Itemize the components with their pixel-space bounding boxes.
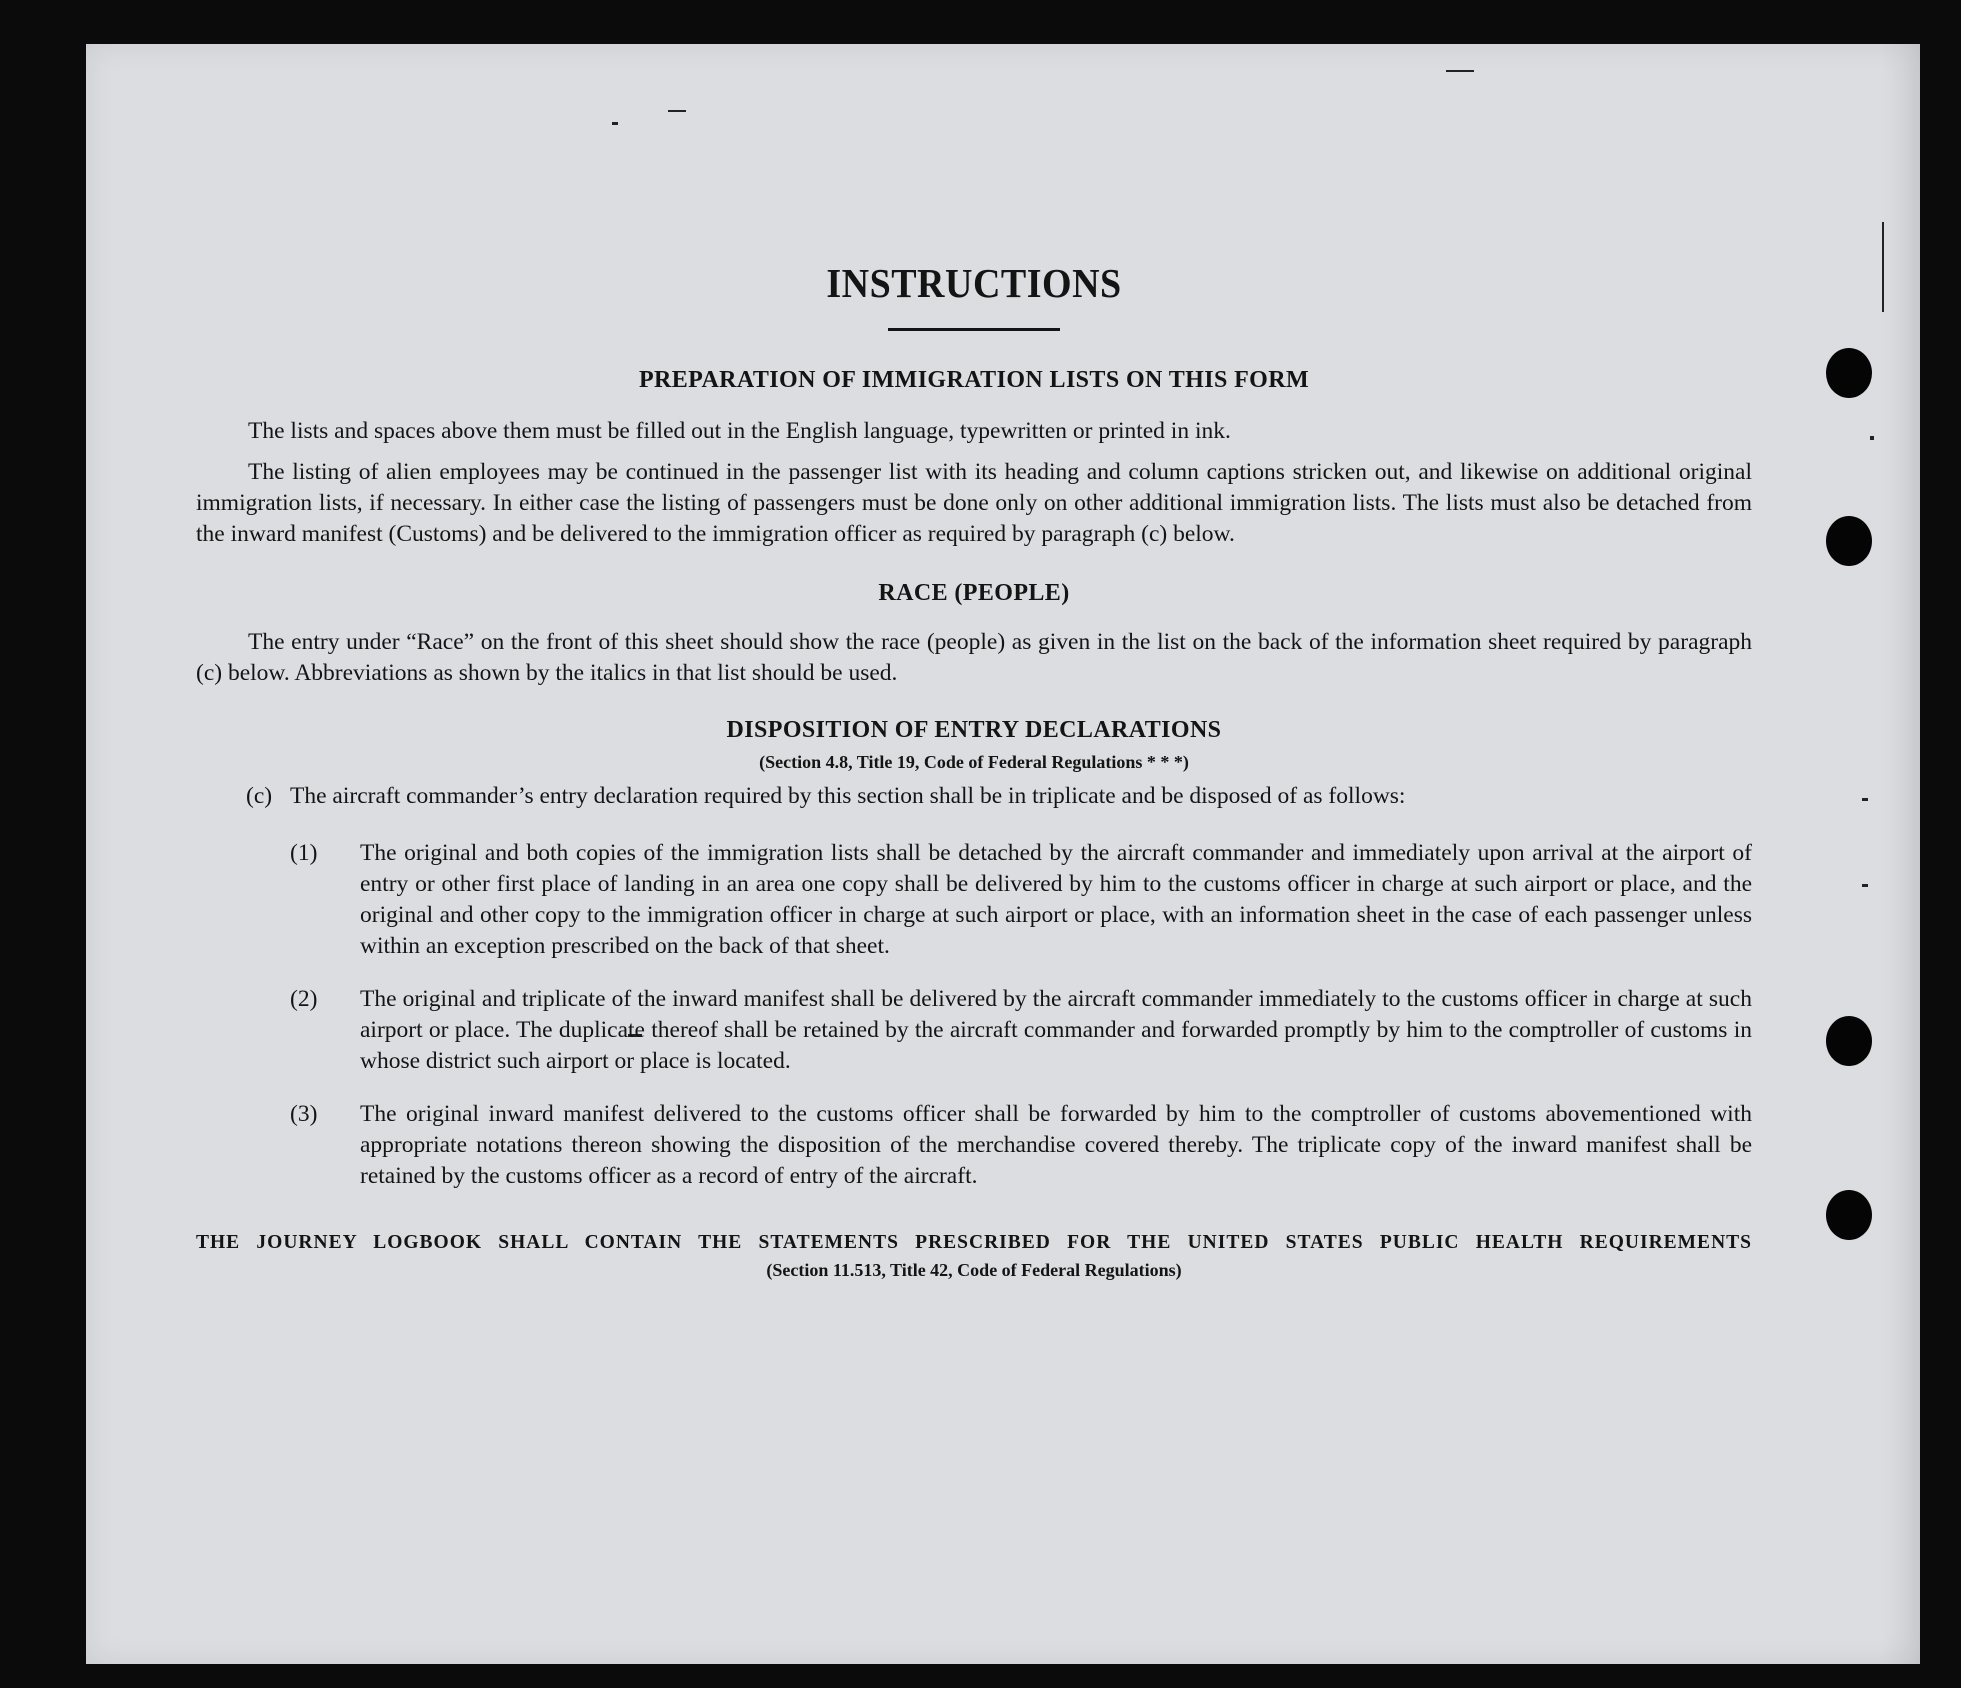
list-item (196, 838, 1752, 962)
preparation-paragraph-1: The lists and spaces above them must be filled out in the English language, typewritten or printed in ink. (248, 418, 1231, 444)
list-item-number: (3) (290, 1101, 318, 1127)
scan-speck (1862, 798, 1868, 801)
scan-speck (1862, 884, 1868, 887)
page-title: INSTRUCTIONS (826, 261, 1122, 307)
scan-speck (1870, 436, 1874, 440)
list-item (196, 984, 1752, 1077)
list-item-text: The original and triplicate of the inward manifest shall be delivered by the aircraft commander immediately to the customs officer in charge at such airport or place. The duplicate thereof shall be retained by the aircraft commander and forwarded promptly by him to the comptroller of customs in whose district such airport or place is located. (360, 986, 1752, 1074)
list-item-number: (2) (290, 986, 318, 1012)
scan-speck (1882, 222, 1884, 312)
instructions-content (196, 262, 1752, 1281)
punch-hole (1826, 1190, 1872, 1240)
list-item-text: The original inward manifest delivered to the customs officer shall be forwarded by him to the comptroller of customs abovementioned with appropriate notations thereon showing the disposition of the merchandise covered thereby. The triplicate copy of the inward manifest shall be retained by the customs officer as a record of entry of the aircraft. (360, 1101, 1752, 1189)
paragraph-c-text: The aircraft commander’s entry declaration required by this section shall be in triplicate and be disposed of as follows: (290, 783, 1406, 809)
list-item-number: (1) (290, 840, 318, 866)
section-heading-disposition: DISPOSITION OF ENTRY DECLARATIONS (726, 717, 1222, 743)
title-underline (888, 328, 1060, 331)
list-item-text: The original and both copies of the immigration lists shall be detached by the aircraft commander and immediately upon arrival at the airport of entry or other first place of landing in an area one copy shall be delivered by him to the customs officer in charge at such airport or place, and the original and other copy to the immigration officer in charge at such airport or place, with an information sheet in the case of each passenger unless within an exception prescribed on the back of that sheet. (360, 840, 1752, 959)
preparation-paragraph-2: The listing of alien employees may be continued in the passenger list with its heading and column captions stricken out, and likewise on additional original immigration lists, if necessary. In either case the listing of passengers must be done only on other additional immigration lists. The lists must also be detached from the inward manifest (Customs) and be delivered to the immigration officer as required by paragraph (c) below. (196, 459, 1752, 547)
scan-speck (612, 122, 618, 125)
scan-speck (668, 110, 686, 112)
race-paragraph: The entry under “Race” on the front of this sheet should show the race (people) as given in the list on the back of the information sheet required by paragraph (c) below. Abbreviations as shown by the italics in that list should be used. (196, 629, 1752, 686)
footer-heading: THE JOURNEY LOGBOOK SHALL CONTAIN THE STATEMENTS PRESCRIBED FOR THE UNITED STATES PUBLIC HEALTH REQUIREMENTS (196, 1232, 1752, 1253)
list-item (196, 1099, 1752, 1192)
disposition-citation: (Section 4.8, Title 19, Code of Federal Regulations * * *) (759, 752, 1189, 772)
punch-hole (1826, 516, 1872, 566)
punch-hole (1826, 1016, 1872, 1066)
scan-speck (1446, 70, 1474, 72)
footer-citation: (Section 11.513, Title 42, Code of Federal Regulations) (766, 1260, 1182, 1280)
punch-hole (1826, 348, 1872, 398)
page-edge-shadow (1880, 44, 1920, 1664)
paragraph-c (196, 781, 1752, 812)
section-heading-preparation: PREPARATION OF IMMIGRATION LISTS ON THIS FORM (638, 367, 1310, 393)
section-heading-race: RACE (PEOPLE) (878, 580, 1070, 606)
paragraph-c-label: (c) (246, 783, 273, 809)
